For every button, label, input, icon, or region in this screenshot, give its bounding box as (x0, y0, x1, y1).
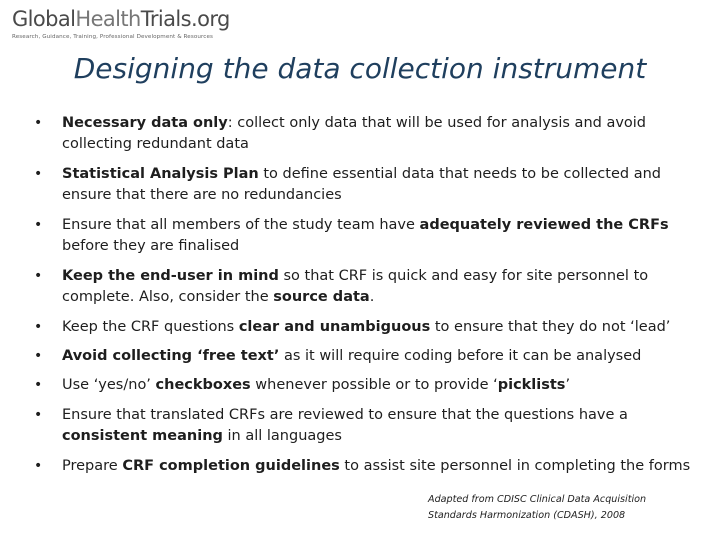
bullet-text (62, 266, 702, 308)
bullet-dot: • (34, 319, 43, 335)
bullet-dot: • (34, 377, 43, 393)
logo-org: .org (191, 7, 230, 31)
bullet-dot: • (34, 166, 43, 182)
bullet-text (62, 317, 702, 338)
citation-line: Standards Harmonization (CDASH), 2008 (428, 510, 626, 521)
logo-health: Health (75, 7, 141, 31)
bullet-emphasis: clear and unambiguous (238, 319, 431, 335)
source-citation (428, 492, 698, 524)
slide-title: Designing the data collection instrument (73, 52, 647, 85)
bullet-emphasis: CRF completion guidelines (122, 458, 340, 474)
bullet-emphasis: consistent meaning (62, 428, 223, 444)
bullet-segment: to assist site personnel in completing the forms (339, 458, 691, 474)
bullet-text (62, 164, 702, 206)
bullet-dot: • (34, 115, 43, 131)
bullet-dot: • (34, 458, 43, 474)
bullet-segment: ’ (565, 377, 571, 393)
bullet-dot: • (34, 348, 43, 364)
logo-wordmark (12, 6, 252, 32)
bullet-segment: Ensure that all members of the study team have (62, 217, 420, 233)
bullet-emphasis: Statistical Analysis Plan (62, 166, 259, 182)
bullet-emphasis: adequately reviewed the CRFs (419, 217, 669, 233)
bullet-text (62, 405, 702, 447)
citation-line: Adapted from CDISC Clinical Data Acquisition (428, 494, 647, 505)
bullet-emphasis: Keep the end-user in mind (62, 268, 279, 284)
bullet-segment: Prepare (62, 458, 123, 474)
bullet-segment: so that CRF is quick and easy for site personnel to complete. Also, consider the (62, 268, 649, 305)
logo (12, 6, 252, 40)
logo-tagline: Research, Guidance, Training, Professional Development & Resources (12, 34, 214, 40)
bullet-segment: before they are finalised (62, 238, 240, 254)
bullet-dot: • (34, 217, 43, 233)
bullet-segment: as it will require coding before it can be analysed (279, 348, 642, 364)
bullet-segment: to define essential data that needs to be collected and ensure that there are no redundancies (62, 166, 661, 203)
bullet-segment: . (369, 289, 375, 305)
bullet-emphasis: Avoid collecting ‘free text’ (62, 348, 280, 364)
bullet-segment: in all languages (222, 428, 342, 444)
bullet-segment: Keep the CRF questions (62, 319, 239, 335)
bullet-emphasis: picklists (497, 377, 566, 393)
bullet-emphasis: source data (273, 289, 370, 305)
bullet-segment: : collect only data that will be used for analysis and avoid collecting redundant data (62, 115, 647, 152)
bullet-text (62, 215, 702, 257)
bullet-dot: • (34, 268, 43, 284)
bullet-text (62, 346, 702, 367)
bullet-text (62, 113, 702, 155)
logo-trials: Trials (140, 7, 192, 31)
logo-global: Global (12, 7, 76, 31)
bullet-emphasis: Necessary data only (62, 115, 228, 131)
bullet-segment: to ensure that they do not ‘lead’ (430, 319, 671, 335)
bullet-dot: • (34, 407, 43, 423)
bullet-segment: whenever possible or to provide ‘ (250, 377, 498, 393)
bullet-segment: Ensure that translated CRFs are reviewed to ensure that the questions have a (62, 407, 628, 423)
bullet-text (62, 456, 702, 477)
bullet-text (62, 375, 702, 396)
bullet-emphasis: checkboxes (155, 377, 251, 393)
bullet-segment: Use ‘yes/no’ (62, 377, 156, 393)
